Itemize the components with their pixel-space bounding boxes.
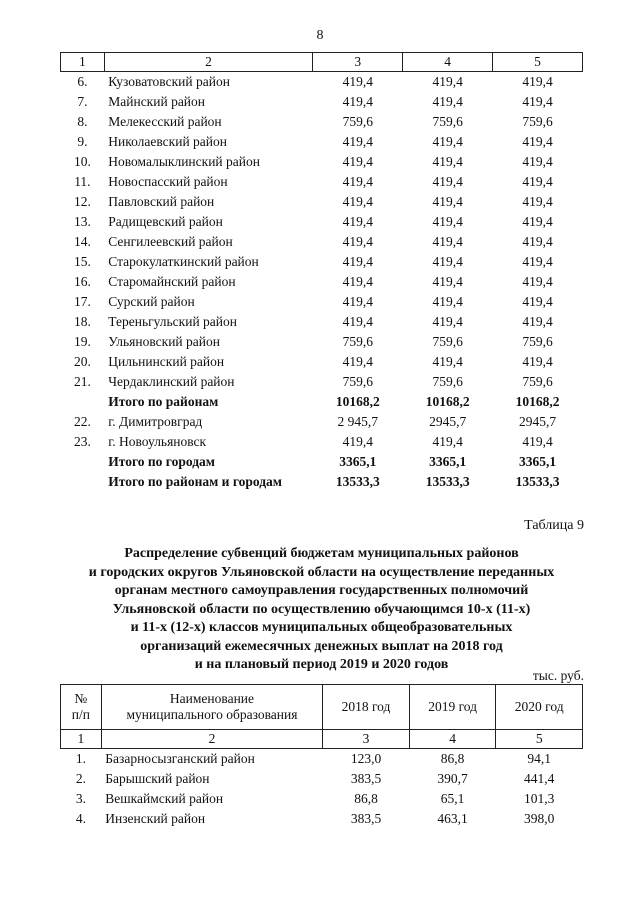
value-2018: 383,5 xyxy=(350,771,382,786)
value-2019: 419,4 xyxy=(432,134,463,149)
row-number: 2. xyxy=(75,771,86,786)
value-2018: 419,4 xyxy=(342,234,373,249)
value-2020: 101,3 xyxy=(524,791,555,806)
header-name-line1: Наименование xyxy=(169,691,255,706)
table-row xyxy=(61,769,583,789)
value-2019: 13533,3 xyxy=(425,474,470,489)
value-2018: 419,4 xyxy=(342,154,373,169)
title-line: Ульяновской области по осуществлению обучающимся 10-х (11-х) xyxy=(112,601,531,617)
value-2020: 419,4 xyxy=(522,434,553,449)
value-2020: 419,4 xyxy=(522,94,553,109)
value-2018: 419,4 xyxy=(342,274,373,289)
table-row xyxy=(61,452,583,472)
row-name: г. Новоульяновск xyxy=(108,434,207,449)
value-2018: 419,4 xyxy=(342,354,373,369)
value-2019: 463,1 xyxy=(437,811,468,826)
value-2020: 759,6 xyxy=(522,334,553,349)
value-2018: 10168,2 xyxy=(335,394,380,409)
table-row xyxy=(61,292,583,312)
table-label: Таблица 9 xyxy=(524,518,584,533)
row-name: Новоспасский район xyxy=(108,174,228,189)
table-row xyxy=(61,412,583,432)
row-number xyxy=(61,392,105,412)
table-row xyxy=(61,332,583,352)
value-2020: 419,4 xyxy=(522,354,553,369)
column-number: 3 xyxy=(323,730,410,749)
row-number: 15. xyxy=(73,254,91,269)
row-name: Николаевский район xyxy=(108,134,228,149)
table-row xyxy=(61,112,583,132)
subventions-table-continued xyxy=(60,52,583,492)
table-title xyxy=(60,545,583,675)
value-2018: 86,8 xyxy=(354,791,378,806)
value-2019: 419,4 xyxy=(432,354,463,369)
value-2019: 419,4 xyxy=(432,434,463,449)
column-number: 1 xyxy=(61,53,105,72)
value-2019: 86,8 xyxy=(440,751,465,766)
value-2020: 398,0 xyxy=(524,811,555,826)
header-2020: 2020 год xyxy=(496,685,583,730)
value-2018: 759,6 xyxy=(342,374,373,389)
value-2019: 419,4 xyxy=(432,214,463,229)
value-2018: 759,6 xyxy=(342,334,373,349)
value-2020: 419,4 xyxy=(522,74,553,89)
row-name: Радищевский район xyxy=(108,214,223,229)
row-name: Новомалыклинский район xyxy=(108,154,260,169)
row-number: 6. xyxy=(77,74,88,89)
table-row xyxy=(61,372,583,392)
title-line: и городских округов Ульяновской области на осуществление переданных xyxy=(88,564,555,580)
header-num-line1: № xyxy=(74,691,88,706)
value-2020: 419,4 xyxy=(522,214,553,229)
value-2020: 419,4 xyxy=(522,154,553,169)
value-2018: 419,4 xyxy=(342,194,373,209)
table-row xyxy=(61,432,583,452)
value-2019: 419,4 xyxy=(432,294,463,309)
row-name: Вешкаймский район xyxy=(105,791,224,806)
value-2020: 13533,3 xyxy=(515,474,560,489)
row-number: 16. xyxy=(73,274,91,289)
row-number xyxy=(61,452,105,472)
column-number: 2 xyxy=(101,730,322,749)
table-row xyxy=(61,172,583,192)
value-2020: 419,4 xyxy=(522,254,553,269)
value-2019: 419,4 xyxy=(432,174,463,189)
table-row xyxy=(61,252,583,272)
value-2020: 10168,2 xyxy=(515,394,560,409)
value-2019: 419,4 xyxy=(432,234,463,249)
table-row xyxy=(61,472,583,492)
value-2018: 419,4 xyxy=(342,74,373,89)
table-row xyxy=(61,192,583,212)
row-number xyxy=(61,472,105,492)
value-2019: 2945,7 xyxy=(429,414,467,429)
header-row xyxy=(61,685,583,730)
value-2020: 419,4 xyxy=(522,314,553,329)
value-2020: 419,4 xyxy=(522,134,553,149)
row-name: Старомайнский район xyxy=(108,274,236,289)
row-number: 7. xyxy=(77,94,88,109)
value-2020: 419,4 xyxy=(522,234,553,249)
value-2018: 383,5 xyxy=(350,811,382,826)
row-number: 23. xyxy=(73,434,91,449)
row-number: 22. xyxy=(73,414,91,429)
value-2018: 419,4 xyxy=(342,214,373,229)
title-line: и на плановый период 2019 и 2020 годов xyxy=(194,657,449,672)
row-name: г. Димитровград xyxy=(108,414,203,429)
value-2019: 419,4 xyxy=(432,254,463,269)
value-2018: 759,6 xyxy=(342,114,373,129)
value-2019: 390,7 xyxy=(437,771,468,786)
value-2019: 759,6 xyxy=(432,374,463,389)
value-2019: 759,6 xyxy=(432,334,463,349)
row-name: Старокулаткинский район xyxy=(108,254,259,269)
header-num xyxy=(61,685,102,730)
value-2019: 10168,2 xyxy=(425,394,470,409)
page-number: 8 xyxy=(316,28,324,43)
column-numbers-row xyxy=(61,730,583,749)
row-number: 1. xyxy=(75,751,86,766)
row-name: Сурский район xyxy=(108,294,195,309)
row-name: Тереньгульский район xyxy=(108,314,238,329)
value-2019: 419,4 xyxy=(432,74,463,89)
value-2018: 13533,3 xyxy=(335,474,380,489)
value-2019: 759,6 xyxy=(432,114,463,129)
row-number: 4. xyxy=(75,811,86,826)
row-number: 18. xyxy=(73,314,91,329)
unit-label: тыс. руб. xyxy=(532,668,584,683)
row-number: 19. xyxy=(73,334,91,349)
value-2018: 2 945,7 xyxy=(337,414,379,429)
row-number: 3. xyxy=(75,791,86,806)
table-row xyxy=(61,352,583,372)
row-name: Чердаклинский район xyxy=(108,374,235,389)
value-2019: 419,4 xyxy=(432,274,463,289)
row-number: 14. xyxy=(73,234,91,249)
table-row xyxy=(61,92,583,112)
value-2020: 419,4 xyxy=(522,294,553,309)
column-number: 2 xyxy=(104,53,313,72)
table-row xyxy=(61,152,583,172)
row-name: Павловский район xyxy=(108,194,215,209)
table-row xyxy=(61,272,583,292)
value-2018: 419,4 xyxy=(342,314,373,329)
title-line: организаций ежемесячных денежных выплат на 2018 год xyxy=(140,638,503,654)
value-2018: 419,4 xyxy=(342,434,373,449)
value-2020: 2945,7 xyxy=(518,414,557,429)
table-row xyxy=(61,212,583,232)
value-2020: 419,4 xyxy=(522,274,553,289)
value-2020: 419,4 xyxy=(522,174,553,189)
value-2019: 65,1 xyxy=(440,791,465,806)
row-name: Кузоватовский район xyxy=(108,74,230,89)
header-2019: 2019 год xyxy=(409,685,496,730)
value-2020: 419,4 xyxy=(522,194,553,209)
row-name: Итого по районам xyxy=(108,394,219,409)
value-2018: 419,4 xyxy=(342,254,373,269)
table-row xyxy=(61,132,583,152)
column-number: 1 xyxy=(61,730,102,749)
value-2018: 419,4 xyxy=(342,94,373,109)
row-number: 17. xyxy=(73,294,91,309)
row-name: Барышский район xyxy=(105,771,210,786)
row-name: Ульяновский район xyxy=(108,334,220,349)
column-number: 3 xyxy=(313,53,403,72)
title-line: Распределение субвенций бюджетам муниципальных районов xyxy=(124,546,519,561)
table-row xyxy=(61,809,583,829)
row-name: Инзенский район xyxy=(105,811,206,826)
row-number: 20. xyxy=(73,354,91,369)
table-9 xyxy=(60,684,583,829)
value-2018: 419,4 xyxy=(342,174,373,189)
header-name xyxy=(101,685,322,730)
table-row xyxy=(61,392,583,412)
value-2020: 94,1 xyxy=(527,751,551,766)
row-name: Итого по районам и городам xyxy=(108,474,283,489)
table-row xyxy=(61,789,583,809)
value-2020: 759,6 xyxy=(522,114,553,129)
value-2019: 419,4 xyxy=(432,194,463,209)
value-2019: 419,4 xyxy=(432,94,463,109)
value-2018: 419,4 xyxy=(342,134,373,149)
header-2018: 2018 год xyxy=(323,685,410,730)
header-num-line2: п/п xyxy=(71,707,90,722)
value-2018: 3365,1 xyxy=(339,454,377,469)
row-number: 9. xyxy=(77,134,88,149)
header-name-line2: муниципального образования xyxy=(126,707,298,722)
value-2018: 123,0 xyxy=(350,751,382,766)
row-number: 8. xyxy=(77,114,88,129)
table-row xyxy=(61,232,583,252)
column-number: 4 xyxy=(403,53,493,72)
row-number: 21. xyxy=(73,374,91,389)
column-number: 5 xyxy=(496,730,583,749)
column-numbers-row xyxy=(61,53,583,72)
title-line: и 11-х (12-х) классов муниципальных общеобразовательных xyxy=(130,620,513,635)
value-2020: 441,4 xyxy=(524,771,555,786)
value-2020: 759,6 xyxy=(522,374,553,389)
row-name: Мелекесский район xyxy=(108,114,222,129)
value-2020: 3365,1 xyxy=(518,454,557,469)
column-number: 4 xyxy=(409,730,496,749)
table-row xyxy=(61,312,583,332)
row-number: 10. xyxy=(73,154,91,169)
value-2019: 419,4 xyxy=(432,314,463,329)
row-name: Майнский район xyxy=(108,94,206,109)
row-name: Сенгилеевский район xyxy=(108,234,233,249)
row-name: Базарносызганский район xyxy=(105,751,255,766)
title-line: органам местного самоуправления государственных полномочий xyxy=(114,583,529,598)
value-2019: 3365,1 xyxy=(429,454,467,469)
row-number: 11. xyxy=(74,174,91,189)
value-2018: 419,4 xyxy=(342,294,373,309)
table-row xyxy=(61,749,583,770)
column-number: 5 xyxy=(493,53,583,72)
value-2019: 419,4 xyxy=(432,154,463,169)
row-name: Цильнинский район xyxy=(108,354,225,369)
row-number: 13. xyxy=(73,214,91,229)
row-number: 12. xyxy=(73,194,91,209)
table-row xyxy=(61,72,583,93)
row-name: Итого по городам xyxy=(108,454,215,469)
